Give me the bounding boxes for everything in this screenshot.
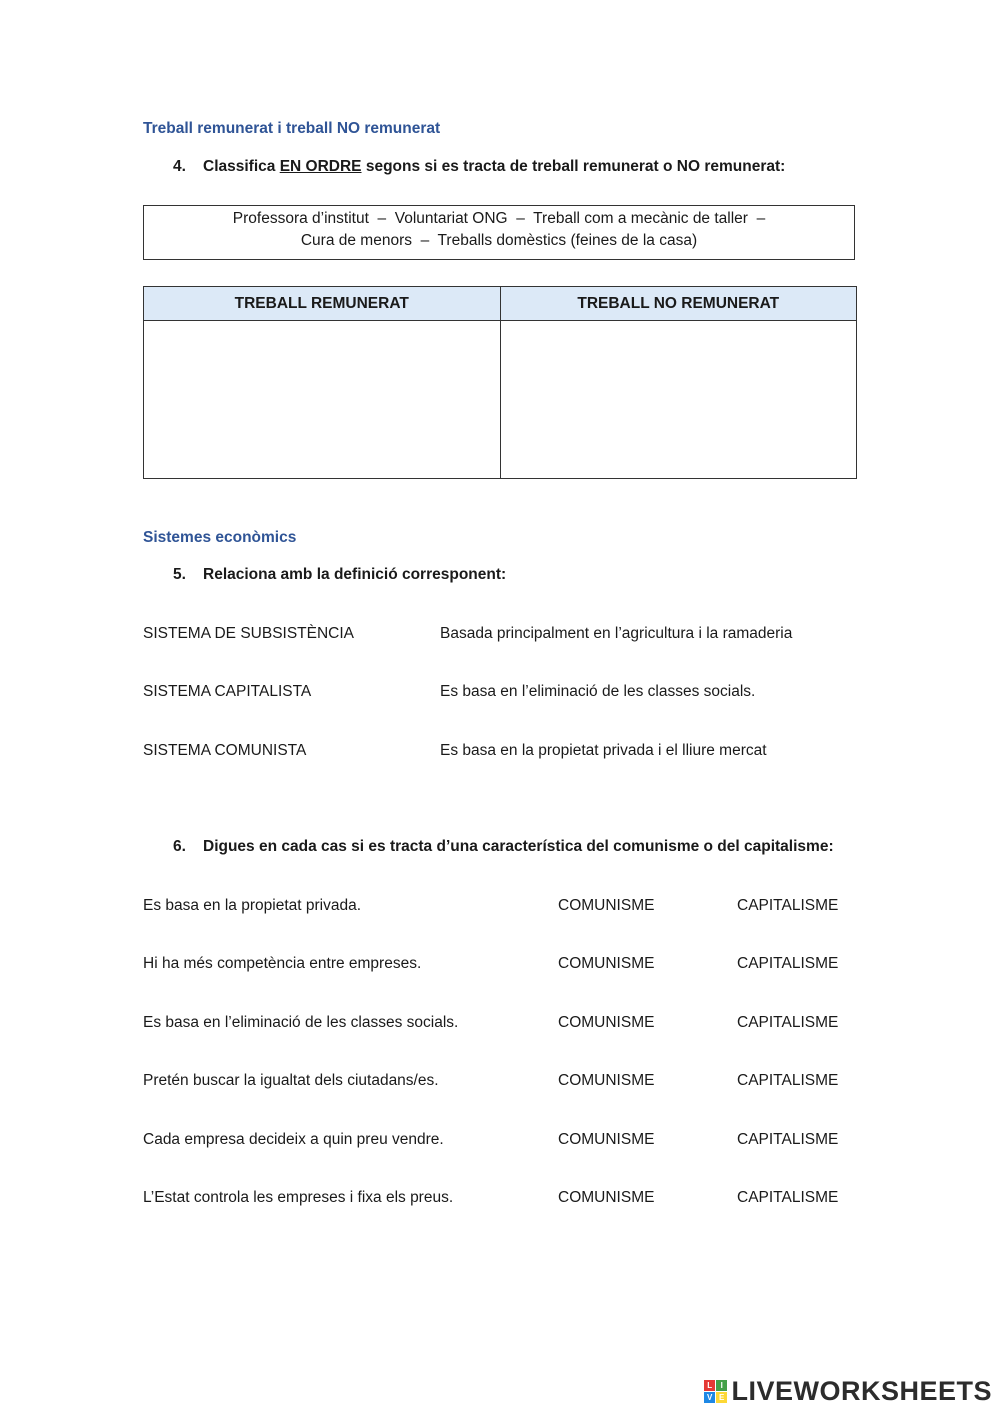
drop-zone-remunerat[interactable] bbox=[144, 321, 501, 479]
liveworksheets-logo bbox=[704, 1377, 992, 1405]
option-capitalisme[interactable]: CAPITALISME bbox=[737, 1131, 839, 1148]
option-comunisme[interactable]: COMUNISME bbox=[558, 1131, 655, 1148]
drop-zone-no-remunerat[interactable] bbox=[500, 321, 857, 479]
match-term[interactable]: SISTEMA COMUNISTA bbox=[143, 742, 307, 759]
question-underlined-text: EN ORDRE bbox=[279, 158, 362, 175]
option-capitalisme[interactable]: CAPITALISME bbox=[737, 1014, 839, 1031]
option-capitalisme[interactable]: CAPITALISME bbox=[737, 897, 839, 914]
option-comunisme[interactable]: COMUNISME bbox=[558, 1072, 655, 1089]
option-capitalisme[interactable]: CAPITALISME bbox=[737, 1072, 839, 1089]
statement-text: L’Estat controla les empreses i fixa els preus. bbox=[143, 1189, 454, 1206]
question-number: 6. bbox=[173, 838, 186, 855]
statement-text: Cada empresa decideix a quin preu vendre. bbox=[143, 1131, 444, 1148]
column-header-remunerat: TREBALL REMUNERAT bbox=[144, 287, 501, 321]
section-heading-treball: Treball remunerat i treball NO remunerat bbox=[143, 120, 441, 137]
question-text: Relaciona amb la definició corresponent: bbox=[203, 566, 507, 583]
question-4 bbox=[173, 158, 785, 176]
logo-mark-letter: L bbox=[704, 1380, 715, 1391]
option-comunisme[interactable]: COMUNISME bbox=[558, 955, 655, 972]
word-bank-box bbox=[143, 205, 855, 260]
word-bank-line-2: Cura de menors – Treballs domèstics (feines de la casa) bbox=[300, 232, 698, 249]
statement-text: Pretén buscar la igualtat dels ciutadans/es. bbox=[143, 1072, 439, 1089]
section-heading-sistemes: Sistemes econòmics bbox=[143, 529, 297, 546]
word-bank-line-1: Professora d’institut – Voluntariat ONG – Treball com a mecànic de taller – bbox=[232, 210, 766, 227]
question-text: Digues en cada cas si es tracta d’una característica del comunisme o del capitalisme: bbox=[203, 838, 834, 855]
question-6 bbox=[173, 838, 834, 856]
match-term[interactable]: SISTEMA CAPITALISTA bbox=[143, 683, 312, 700]
statement-text: Es basa en la propietat privada. bbox=[143, 897, 361, 914]
question-text-before: Classifica bbox=[203, 158, 280, 175]
logo-mark-icon bbox=[704, 1380, 727, 1403]
option-capitalisme[interactable]: CAPITALISME bbox=[737, 1189, 839, 1206]
question-text-after: segons si es tracta de treball remunerat o NO remunerat: bbox=[361, 158, 786, 175]
logo-mark-letter: E bbox=[716, 1392, 727, 1403]
question-number: 4. bbox=[173, 158, 186, 175]
match-definition[interactable]: Es basa en l’eliminació de les classes socials. bbox=[440, 683, 756, 700]
question-number: 5. bbox=[173, 566, 186, 583]
logo-mark-letter: V bbox=[704, 1392, 715, 1403]
logo-text: LIVEWORKSHEETS bbox=[731, 1375, 992, 1406]
option-capitalisme[interactable]: CAPITALISME bbox=[737, 955, 839, 972]
match-definition[interactable]: Basada principalment en l’agricultura i la ramaderia bbox=[440, 625, 793, 642]
match-term[interactable]: SISTEMA DE SUBSISTÈNCIA bbox=[143, 625, 355, 642]
logo-mark-letter: I bbox=[716, 1380, 727, 1391]
statement-text: Hi ha més competència entre empreses. bbox=[143, 955, 422, 972]
statement-text: Es basa en l’eliminació de les classes socials. bbox=[143, 1014, 459, 1031]
option-comunisme[interactable]: COMUNISME bbox=[558, 897, 655, 914]
column-header-no-remunerat: TREBALL NO REMUNERAT bbox=[500, 287, 857, 321]
question-5 bbox=[173, 566, 506, 584]
option-comunisme[interactable]: COMUNISME bbox=[558, 1189, 655, 1206]
match-definition[interactable]: Es basa en la propietat privada i el lliure mercat bbox=[440, 742, 767, 759]
option-comunisme[interactable]: COMUNISME bbox=[558, 1014, 655, 1031]
classification-table bbox=[143, 286, 857, 479]
